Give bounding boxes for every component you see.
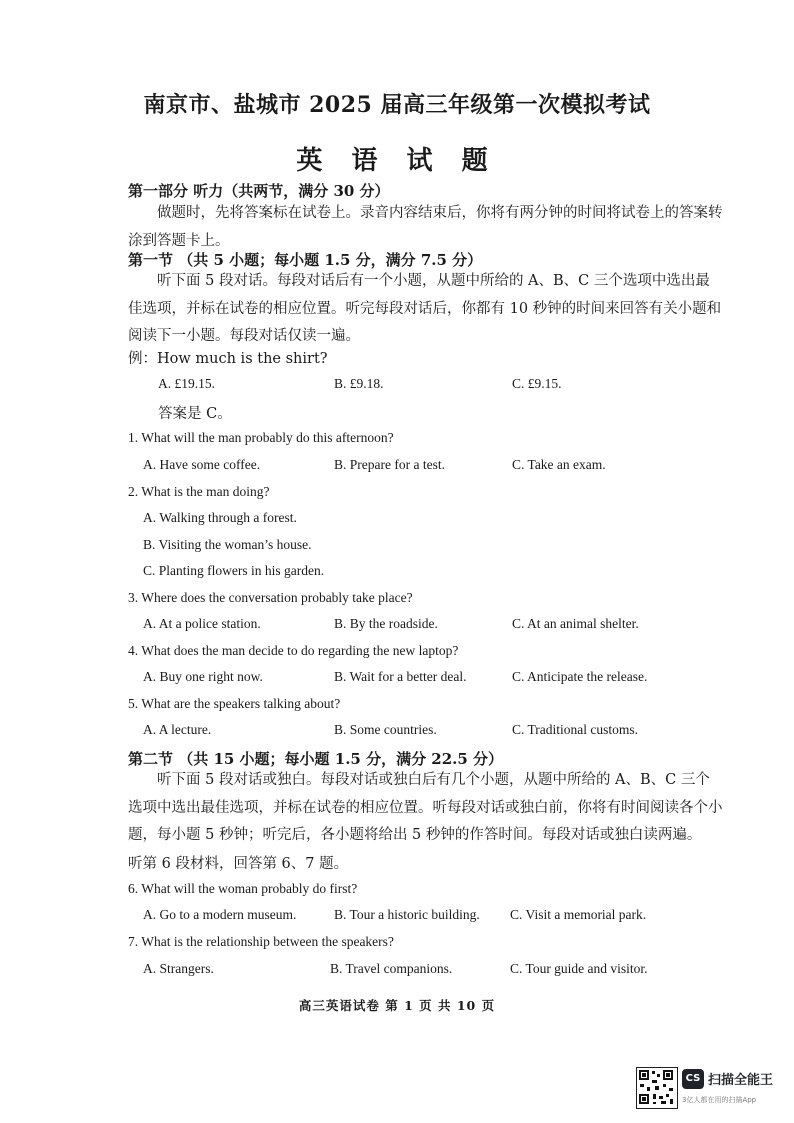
example-option-c: C. £9.15. [512,376,562,391]
qr-code-icon [636,1067,678,1109]
question-5: 5. What are the speakers talking about? [128,696,341,711]
q3-option-b: B. By the roadside. [334,616,438,631]
question-4: 4. What does the man decide to do regarding the new laptop? [128,643,459,658]
section2-heading: 第二节 （共 15 小题；每小题 1.5 分，满分 22.5 分） [128,750,504,768]
example-option-b: B. £9.18. [334,376,384,391]
q7-option-c: C. Tour guide and visitor. [510,961,648,976]
example-question: 例：How much is the shirt? [128,351,328,367]
example-answer: 答案是 C。 [158,406,232,422]
q4-option-a: A. Buy one right now. [143,669,263,684]
q1-option-c: C. Take an exam. [512,457,606,472]
q2-option-a: A. Walking through a forest. [143,510,297,525]
q2-option-c: C. Planting flowers in his garden. [143,563,325,578]
q4-option-c: C. Anticipate the release. [512,669,648,684]
part1-heading: 第一部分 听力（共两节，满分 30 分） [128,182,390,200]
scanner-app-name: 扫描全能王 [708,1073,774,1088]
q7-option-a: A. Strangers. [143,961,214,976]
q1-option-b: B. Prepare for a test. [334,457,445,472]
section2-intro: 听下面 5 段对话或独白。每段对话或独白后有几个小题，从题中所给的 A、B、C 三个选项中选出最佳选项，并标在试卷的相应位置。听每段对话或独白前，你将有时间阅读各个小题，每小题 5 秒钟；听完后，各小题将给出 5 秒钟的作答时间。每段对话或独白读两遍。 [128,772,723,843]
question-3: 3. Where does the conversation probably take place? [128,590,413,605]
question-6: 6. What will the woman probably do first? [128,881,358,896]
question-2: 2. What is the man doing? [128,484,270,499]
exam-title: 南京市、盐城市 2025 届高三年级第一次模拟考试 [143,92,651,118]
example-option-a: A. £19.15. [158,376,215,391]
q6-option-b: B. Tour a historic building. [334,907,480,922]
q6-option-a: A. Go to a modern museum. [143,907,297,922]
page-footer: 高三英语试卷 第 1 页 共 10 页 [298,998,496,1013]
part1-intro: 做题时，先将答案标在试卷上。录音内容结束后，你将有两分钟的时间将试卷上的答案转涂到答题卡上。 [128,205,723,249]
question-1: 1. What will the man probably do this afternoon? [128,430,394,445]
q5-option-b: B. Some countries. [334,722,437,737]
scanner-watermark [634,1065,784,1111]
q7-option-b: B. Travel companions. [330,961,453,976]
cs-logo-icon: CS [682,1069,704,1089]
q4-option-b: B. Wait for a better deal. [334,669,467,684]
section2-material: 听第 6 段材料，回答第 6、7 题。 [128,856,349,872]
q6-option-c: C. Visit a memorial park. [510,907,647,922]
q5-option-c: C. Traditional customs. [512,722,639,737]
q2-option-b: B. Visiting the woman’s house. [143,537,312,552]
section1-heading: 第一节 （共 5 小题；每小题 1.5 分，满分 7.5 分） [128,251,483,269]
subject-title: 英 语 试 题 [296,146,498,176]
question-7: 7. What is the relationship between the speakers? [128,934,394,949]
scanner-tagline: 3亿人都在用的扫描App [682,1096,757,1104]
section1-intro: 听下面 5 段对话。每段对话后有一个小题，从题中所给的 A、B、C 三个选项中选出最佳选项，并标在试卷的相应位置。听完每段对话后，你都有 10 秒钟的时间来回答有关小题和阅读下一小题。每段对话仅读一遍。 [128,273,722,344]
q1-option-a: A. Have some coffee. [143,457,261,472]
q5-option-a: A. A lecture. [143,722,212,737]
q3-option-c: C. At an animal shelter. [512,616,639,631]
q3-option-a: A. At a police station. [143,616,261,631]
